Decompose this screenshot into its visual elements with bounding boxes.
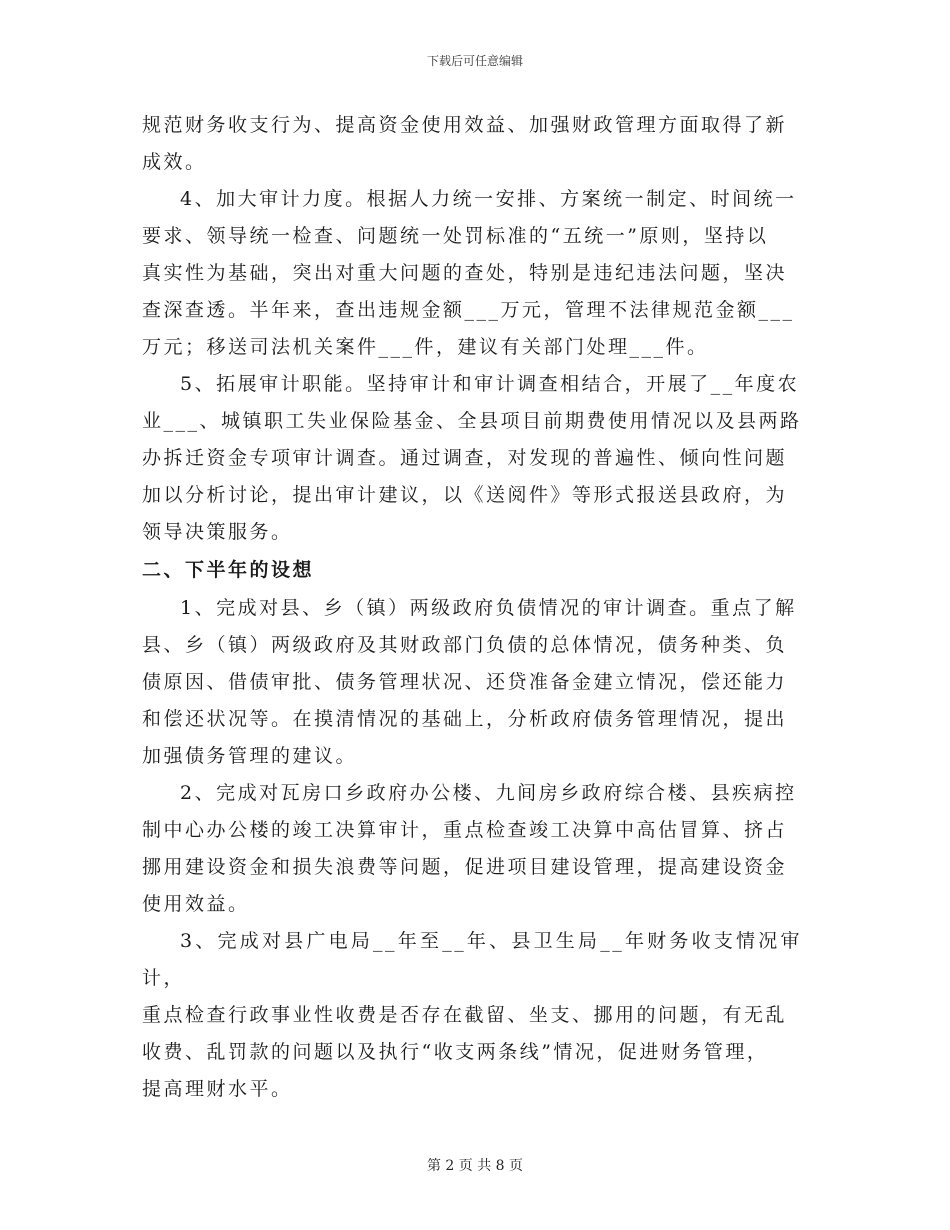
line: 2、完成对瓦房口乡政府办公楼、九间房乡政府综合楼、县疾病控 [180,782,797,804]
line: 4、加大审计力度。根据人力统一安排、方案统一制定、时间统一 [180,188,797,210]
line: 加以分析讨论，提出审计建议，以《送阅件》等形式报送县政府，为 [142,484,788,506]
line: 和偿还状况等。在摸清情况的基础上，分析政府债务管理情况，提出 [142,708,788,730]
line: 制中心办公楼的竣工决算审计，重点检查竣工决算中高估冒算、挤占 [142,819,788,841]
line: 1、完成对县、乡（镇）两级政府负债情况的审计调查。重点了解 [180,597,797,619]
document-body [142,107,802,1108]
line: 使用效益。 [142,893,250,915]
paragraph-1 [142,107,802,181]
page-header: 下载后可任意编辑 [426,54,523,68]
line: 重点检查行政事业性收费是否存在截留、坐支、挪用的问题，有无乱 [142,1004,788,1026]
paragraph-3 [142,366,802,551]
paragraph-6 [142,923,802,1108]
paragraph-5 [142,775,802,923]
page-footer: 第 2 页 共 8 页 [426,1158,524,1174]
line: 5、拓展审计职能。坚持审计和审计调查相结合，开展了__年度农 [180,373,800,395]
line: 县、乡（镇）两级政府及其财政部门负债的总体情况，债务种类、负 [142,634,788,656]
paragraph-4 [142,590,802,775]
section-heading [142,551,802,590]
line: 办拆迁资金专项审计调查。通过调查，对发现的普遍性、倾向性问题 [142,447,788,469]
line: 规范财务收支行为、提高资金使用效益、加强财政管理方面取得了新 [142,114,788,136]
heading-text: 二、下半年的设想 [142,559,315,581]
line: 查深查透。半年来，查出违规金额___万元，管理不法律规范金额___ [142,299,795,321]
line: 成效。 [142,151,207,173]
paragraph-2 [142,181,802,366]
line: 真实性为基础，突出对重大问题的查处，特别是违纪违法问题，坚决 [142,262,788,284]
line: 收费、乱罚款的问题以及执行“收支两条线”情况，促进财务管理， [142,1041,769,1063]
line: 加强债务管理的建议。 [142,745,358,767]
line: 挪用建设资金和损失浪费等问题，促进项目建设管理，提高建设资金 [142,856,788,878]
line: 万元；移送司法机关案件___件，建议有关部门处理___件。 [142,336,709,358]
line: 业___、城镇职工失业保险基金、全县项目前期费使用情况以及县两路 [142,410,802,432]
line: 提高理财水平。 [142,1078,293,1100]
line: 3、完成对县广电局__年至__年、县卫生局__年财务收支情况审计， [142,930,802,989]
line: 债原因、借债审批、债务管理状况、还贷准备金建立情况，偿还能力 [142,671,788,693]
line: 领导决策服务。 [142,521,293,543]
line: 要求、领导统一检查、问题统一处罚标准的“五统一”原则，坚持以 [142,225,769,247]
